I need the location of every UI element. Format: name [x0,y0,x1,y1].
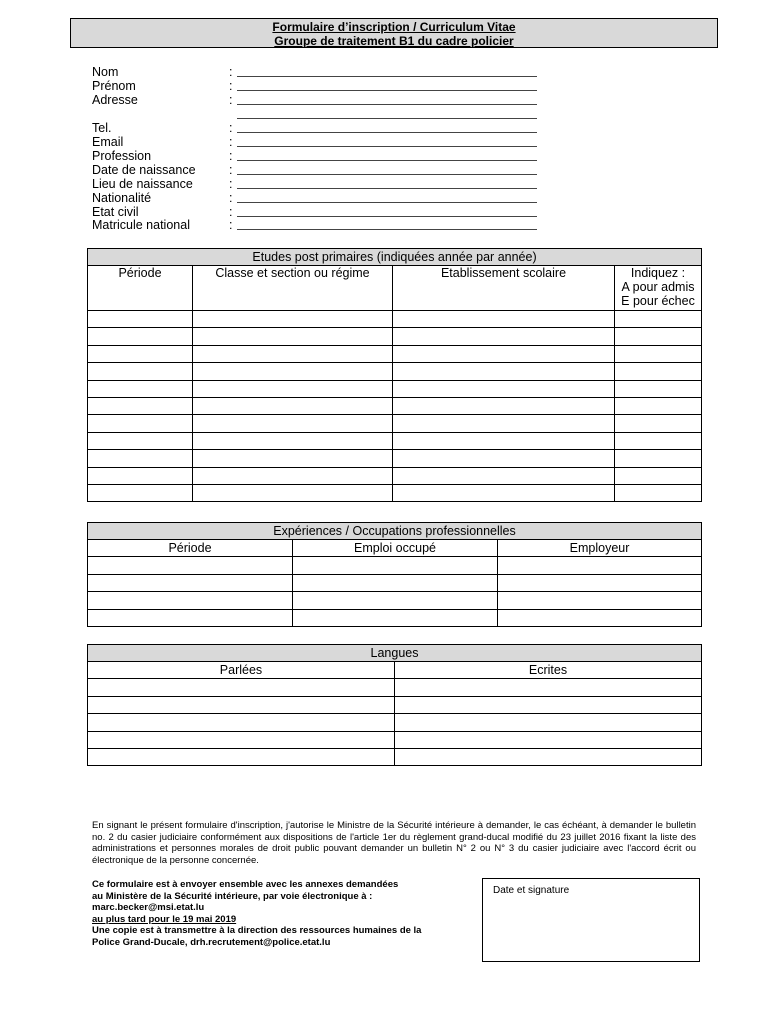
languages-title: Langues [88,645,702,662]
languages-row [88,748,702,765]
studies-cell[interactable] [393,363,615,380]
field-colon: : [229,65,233,79]
studies-cell[interactable] [193,467,393,484]
languages-cell[interactable] [88,714,395,731]
studies-cell[interactable] [193,380,393,397]
studies-cell[interactable] [88,467,193,484]
studies-cell[interactable] [88,397,193,414]
experience-cell[interactable] [293,592,498,609]
field-input-line[interactable] [237,76,537,77]
notice-email-ministry: marc.becker@msi.etat.lu [92,902,205,913]
field-input-line[interactable] [237,174,537,175]
field-input-line[interactable] [237,202,537,203]
studies-cell[interactable] [193,328,393,345]
studies-row [88,328,702,345]
field-input-line[interactable] [237,188,537,189]
experience-cell[interactable] [498,592,702,609]
experience-cell[interactable] [88,609,293,626]
studies-row [88,363,702,380]
experience-col-job: Emploi occupé [293,540,498,557]
studies-cell[interactable] [393,345,615,362]
field-input-line[interactable] [237,90,537,91]
notice-line-1: Ce formulaire est à envoyer ensemble avec les annexes demandées [92,879,399,890]
languages-cell[interactable] [88,679,395,696]
field-colon: : [229,121,233,135]
signature-label: Date et signature [493,885,570,896]
field-label: Tel. [92,121,112,135]
experience-cell[interactable] [293,557,498,574]
studies-cell[interactable] [193,432,393,449]
consent-paragraph: En signant le présent formulaire d'inscription, j'autorise le Ministre de la Sécurité intérieure à demander, le cas échéant, à demander le bulletin no. 2 du casier judiciaire conformément aux dispositions de l'article 1er du règlement grand-ducal modifié du 23 juillet 2016 fixant la liste des administrations et personnes morales de droit public pouvant demander un bulletin N° 2 ou N° 3 du casier judiciaire avec l'accord écrit ou électronique de la personne concernée. [92,820,696,866]
field-label: Adresse [92,93,138,107]
studies-cell[interactable] [393,311,615,328]
languages-cell[interactable] [88,731,395,748]
field-input-line[interactable] [237,216,537,217]
languages-cell[interactable] [395,748,702,765]
studies-result-hint-3: E pour échec [621,294,695,308]
languages-col-written: Ecrites [395,662,702,679]
languages-row [88,714,702,731]
studies-cell[interactable] [88,311,193,328]
studies-cell[interactable] [393,380,615,397]
studies-cell[interactable] [393,415,615,432]
studies-col-school: Etablissement scolaire [393,266,615,311]
field-label: Profession [92,149,152,163]
studies-cell[interactable] [615,432,702,449]
experience-col-period: Période [88,540,293,557]
studies-title: Etudes post primaires (indiquées année par année) [88,249,702,266]
studies-cell[interactable] [193,345,393,362]
field-input-line[interactable] [237,104,537,105]
languages-cell[interactable] [88,748,395,765]
languages-cell[interactable] [395,731,702,748]
form-title: Formulaire d’inscription / Curriculum Vitae [272,20,516,34]
studies-cell[interactable] [615,484,702,501]
studies-cell[interactable] [615,311,702,328]
field-label: Nationalité [92,191,152,205]
studies-cell[interactable] [615,345,702,362]
languages-row [88,731,702,748]
studies-cell[interactable] [615,467,702,484]
studies-cell[interactable] [88,450,193,467]
experience-cell[interactable] [88,592,293,609]
field-colon: : [229,205,233,219]
studies-cell[interactable] [393,484,615,501]
field-colon: : [229,163,233,177]
address-continuation-line[interactable] [237,118,537,119]
languages-cell[interactable] [395,696,702,713]
studies-cell[interactable] [193,397,393,414]
experience-cell[interactable] [498,574,702,591]
field-colon: : [229,149,233,163]
notice-deadline: au plus tard pour le 19 mai 2019 [92,913,237,925]
field-label: Email [92,135,124,149]
languages-cell[interactable] [395,714,702,731]
experience-row [88,609,702,626]
studies-cell[interactable] [393,432,615,449]
studies-row [88,467,702,484]
field-colon: : [229,191,233,205]
studies-cell[interactable] [193,311,393,328]
studies-cell[interactable] [615,363,702,380]
studies-cell[interactable] [88,432,193,449]
experience-cell[interactable] [498,609,702,626]
studies-cell[interactable] [193,450,393,467]
studies-cell[interactable] [88,484,193,501]
studies-row [88,450,702,467]
studies-cell[interactable] [615,328,702,345]
studies-table [87,248,702,502]
field-colon: : [229,135,233,149]
field-colon: : [229,177,233,191]
studies-cell[interactable] [393,467,615,484]
studies-cell[interactable] [615,380,702,397]
field-colon: : [229,93,233,107]
experience-row [88,557,702,574]
experience-cell[interactable] [293,609,498,626]
languages-col-spoken: Parlées [88,662,395,679]
experience-cell[interactable] [498,557,702,574]
studies-row [88,432,702,449]
field-colon: : [229,218,233,232]
studies-cell[interactable] [393,328,615,345]
field-label: Date de naissance [92,163,196,177]
studies-row [88,311,702,328]
submission-notice [92,879,472,948]
experience-table [87,522,702,627]
field-input-line[interactable] [237,146,537,147]
experience-cell[interactable] [293,574,498,591]
studies-row [88,397,702,414]
field-colon: : [229,79,233,93]
studies-cell[interactable] [88,380,193,397]
studies-cell[interactable] [615,397,702,414]
studies-cell[interactable] [193,484,393,501]
field-label: Prénom [92,79,136,93]
studies-row [88,484,702,501]
field-label: Nom [92,65,119,79]
studies-result-hint-2: A pour admis [621,280,695,294]
experience-title: Expériences / Occupations professionnelles [88,523,702,540]
field-label: Etat civil [92,205,139,219]
studies-col-result [615,266,702,311]
studies-row [88,415,702,432]
signature-box[interactable] [482,878,700,962]
studies-cell[interactable] [88,363,193,380]
experience-col-employer: Employeur [498,540,702,557]
field-input-line[interactable] [237,160,537,161]
languages-cell[interactable] [88,696,395,713]
notice-line-5: Une copie est à transmettre à la direction des ressources humaines de la [92,925,422,936]
studies-cell[interactable] [88,328,193,345]
languages-cell[interactable] [395,679,702,696]
form-title-box [70,18,718,48]
studies-cell[interactable] [615,450,702,467]
languages-row [88,696,702,713]
studies-cell[interactable] [393,450,615,467]
experience-cell[interactable] [88,557,293,574]
studies-cell[interactable] [615,415,702,432]
languages-row [88,679,702,696]
studies-cell[interactable] [88,415,193,432]
studies-col-period: Période [88,266,193,311]
field-input-line[interactable] [237,229,537,230]
studies-cell[interactable] [193,415,393,432]
studies-row [88,380,702,397]
field-label: Lieu de naissance [92,177,193,191]
studies-col-class: Classe et section ou régime [193,266,393,311]
field-label: Matricule national [92,218,190,232]
studies-cell[interactable] [88,345,193,362]
experience-row [88,592,702,609]
languages-table [87,644,702,766]
studies-cell[interactable] [193,363,393,380]
field-input-line[interactable] [237,132,537,133]
experience-row [88,574,702,591]
studies-cell[interactable] [393,397,615,414]
notice-line-2: au Ministère de la Sécurité intérieure, par voie électronique à : [92,890,373,902]
form-subtitle: Groupe de traitement B1 du cadre policier [274,34,514,48]
studies-result-hint-1: Indiquez : [630,266,686,280]
notice-line-6: Police Grand-Ducale, drh.recrutement@police.etat.lu [92,936,331,948]
experience-cell[interactable] [88,574,293,591]
studies-row [88,345,702,362]
